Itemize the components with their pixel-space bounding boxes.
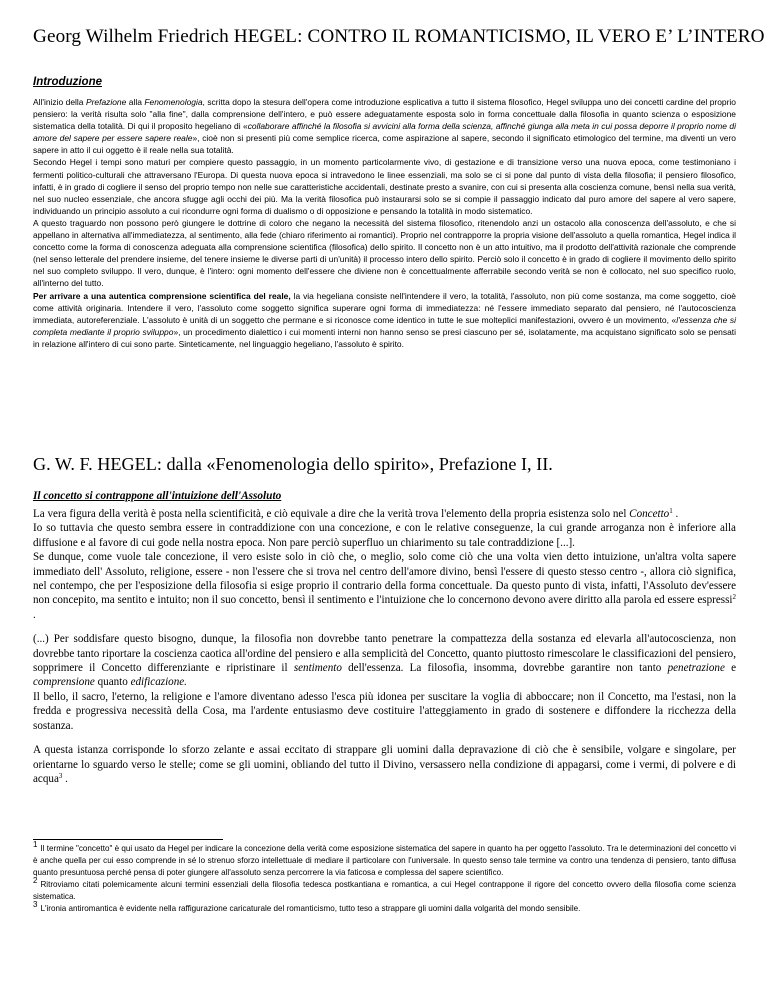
excerpt-paragraph-1: La vera figura della verità è posta nella scientificità, e ciò equivale a dire che la verità trova l'elemento della propria esistenza solo nel Concetto$^1$ .	[33, 507, 679, 520]
excerpt-paragraph-6: A questa istanza corrisponde lo sforzo zelante e assai eccitato di strappare gli uomini dalla depravazione di ciò che è sensibile, volgare e singolare, per orientarne lo sguardo verso le stelle; come se gli uomini, obliando del tutto il Divino, versassero nella condizione di appagarsi, come i vermi, di polvere e di acqua$^3$ .	[33, 744, 736, 785]
footnote-ref[interactable]: 2	[732, 593, 736, 602]
footnote-ref[interactable]: 3	[58, 771, 63, 780]
footnote-3: 3 L'ironia antiromantica è evidente nella raffigurazione caricaturale del romanticismo, tutto teso a strappare gli uomini dalla volgarità del mondo sensibile.	[33, 900, 581, 913]
intro-text	[33, 96, 736, 350]
section-subtitle: Il concetto si contrappone all'intuizione dell'Assoluto	[33, 490, 282, 502]
intro-paragraph-3: A questo traguardo non possono però giungere le dottrine di coloro che negano la necessità del sistema filosofico, ritenendolo anzi un ostacolo alla conoscenza dell'assoluto, e che si appellano in alternativa all'immediatezza, al sentimento, alla fede (chiaro riferimento ai romantici). Proprio nel contrapporre la propria visione dell'assoluto a quella romantica, Hegel indica il concetto come la forma di conoscenza adeguata alla comprensione scientifica (filosofica) dello spirito. Il concetto non è un atto intuitivo, ma il prodotto dell'attività razionale che comprende (nel senso letterale del prendere insieme, del tenere insieme le diverse parti di un'unità) il processo intero dello spirito. Perciò solo il concetto è in grado di cogliere il movimento dello spirito nel suo completo sviluppo. Il vero, dunque, è l'intero: ogni momento dell'essere che diviene non è concettualmente afferrabile secondo verità se non è collocato, nel suo specifico ruolo, all'interno del tutto.	[33, 217, 736, 289]
excerpt-paragraph-4: (...) Per soddisfare questo bisogno, dunque, la filosofia non dovrebbe tanto penetrare la compattezza della sostanza ed elevarla all'autocoscienza, non dovrebbe tanto riportare la coscienza caotica all'ordine del pensiero e alla semplicità del Concetto, quanto piuttosto rimescolare le classificazioni del pensiero, sopprimere il Concetto differenziante e ripristinare il sentimento dell'essenza. La filosofia, insomma, dovrebbe garantire non tanto penetrazione e comprensione quanto edificazione.	[33, 633, 737, 689]
intro-paragraph-4: Per arrivare a una autentica comprensione scientifica del reale, la via hegeliana consiste nell'intendere il vero, la totalità, l'assoluto, non più come sostanza, ma come soggetto, cioè come attività originaria. Intendere il vero, l'assoluto come soggetto significa superare ogni forma di immediatezza: né l'essere immediato separato dal pensiero, né l'autocoscienza immediata, autoreferenziale. L'assoluto è unità di un soggetto che permane e si riconosce come identico in tutte le sue molteplici manifestazioni, ovvero è un movimento, «l'essenza che si completa mediante il proprio sviluppo», un procedimento dialettico i cui momenti interni non hanno senso se presi ciascuno per sé, isolatamente, ma acquistano significato solo se pensati in relazione all'intero di cui sono parte. Sinteticamente, nel linguaggio hegeliano, l'assoluto è spirito.	[33, 290, 736, 349]
excerpt-paragraph-3: Se dunque, come vuole tale concezione, il vero esiste solo in ciò che, o meglio, solo come ciò che una volta vien detto intuizione, un'altra volta sapere immediato dell' Assoluto, religione, essere - non l'essere che si trova nel centro dell'amore divino, bensì l'essere di questo stesso centro -, allora ciò significa, nel contempo, che per l'esposizione della filosofia si esige proprio il contrario della forma concettuale. Da questo punto di vista, infatti, l'Assoluto dev'essere non concepito, ma sentito e intuito; non il suo concetto, bensì il sentimento e l'intuizione che lo concernono devono avere diritto alla parola ed essere espressi$^2$ .	[33, 551, 736, 621]
footnote-ref[interactable]: 1	[669, 507, 673, 515]
paragraph-gap	[33, 622, 736, 632]
section-title: G. W. F. HEGEL: dalla «Fenomenologia dello spirito», Prefazione I, II.	[33, 454, 553, 474]
footnote-separator	[33, 839, 223, 840]
footnote-2: 2 Ritroviamo citati polemicamente alcuni termini essenziali della filosofia tedesca postkantiana e romantica, a cui Hegel contrappone il rigore del concetto ovvero della filosofia come scienza sistematica.	[33, 876, 736, 901]
paragraph-gap	[33, 733, 736, 743]
excerpt-paragraph-5: Il bello, il sacro, l'eterno, la religione e l'amore diventano adesso l'esca più idonea per suscitare la voglia di abboccare; non il Concetto, ma l'estasi, non la fredda e progressiva necessità della Cosa, ma l'ardente entusiasmo deve costituire l'atteggiamento in grado di sostenere e diffondere la ricchezza della sostanza.	[33, 690, 736, 732]
excerpt-paragraph-2: Io so tuttavia che questo sembra essere in contraddizione con una concezione, e con le relative conseguenze, la cui grande arroganza non è inferiore alla diffusione e al favore di cui gode nella nostra epoca. Non pare perciò superfluo un chiarimento su tale contraddizione [...].	[33, 522, 736, 549]
document-title: Georg Wilhelm Friedrich HEGEL: CONTRO IL ROMANTICISMO, IL VERO E’ L’INTERO	[33, 26, 765, 47]
excerpt-text	[33, 507, 736, 786]
intro-paragraph-1: All'inizio della Prefazione alla Fenomenologia, scritta dopo la stesura dell'opera come introduzione esplicativa a tutto il sistema filosofico, Hegel sviluppa uno dei concetti cardine del proprio pensiero: la verità risulta solo "alla fine", dalla comprensione dell'intero, e può essere adeguatamente esposta solo in forma concettuale dalla filosofia in quanto scienza o esposizione sistematica della totalità. Di qui il proposito hegeliano di «collaborare affinché la filosofia si avvicini alla forma della scienza, affinché giunga alla meta in cui possa deporre il proprio nome di amore del sapere per essere sapere reale», cioè non si presenti più come semplice ricerca, come aspirazione al sapere, secondo il significato etimologico del termine, ma diventi un vero sapere in atto il cui oggetto è il reale nella sua totalità.	[33, 97, 736, 156]
footnotes	[33, 840, 736, 915]
intro-heading: Introduzione	[33, 76, 102, 88]
footnote-1: 1 Il termine "concetto" è qui usato da Hegel per indicare la concezione della verità come esposizione sistematica del sapere in quanto ha per oggetto l'assoluto. Tra le determinazioni del concetto vi è anche quella per cui esso comprende in sé lo strenuo sforzo intellettuale di mediare il particolare con l'universale. In questo senso tale termine va contro una tendenza di pensiero, tanto diffusa quanto presuntuosa perché pensa di poter giungere all'assoluto senza percorrere la via faticosa e complessa del sapere scientifico.	[33, 840, 736, 877]
intro-paragraph-2: Secondo Hegel i tempi sono maturi per compiere questo passaggio, in un momento particolarmente vivo, di gestazione e di transizione verso una nuova epoca, come testimoniano i fermenti politico-culturali che attraversano l'Europa. Di questa nuova epoca si intravedono le linee essenziali, ma solo se ci si pone dal punto di vista della filosofia; il pensiero filosofico, infatti, è in grado di cogliere il senso del proprio tempo non nelle sue caratteristiche accidentali, destinate presto a svanire, con cui si presenta alla coscienza comune, bensì nella sua verità, nel suo nucleo essenziale, che ancora sfugge agli occhi dei più. Ma la verità filosofica può instaurarsi solo se si compie il passaggio indicato dal puro amore del sapere al vero sapere, individuando un principio assoluto a cui ricondurre ogni forma di dualismo o di opposizione e pensando la totalità in modo sistematico.	[33, 157, 736, 216]
